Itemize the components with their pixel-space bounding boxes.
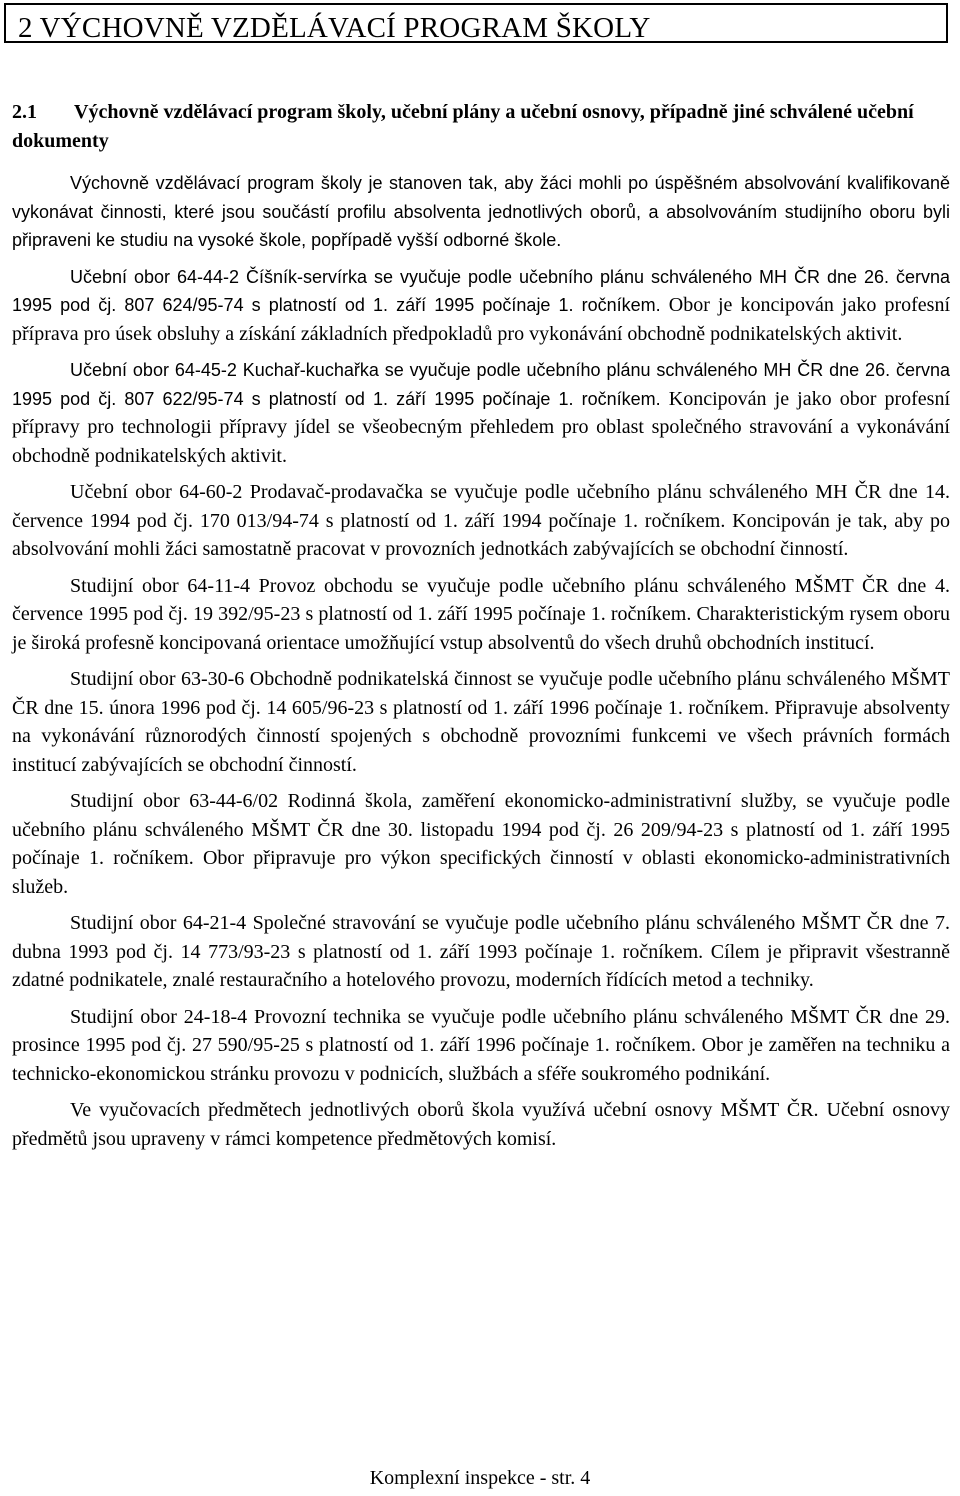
paragraph-cisnik-lead: Učební obor 64-44-2 Číšník-servírka se vyučuje podle učebního plánu schváleného MH ČR dne 26. června 1995 pod čj. 807 624/95-74 s platností od 1. září 1995 počínaje 1. ročníkem. (12, 266, 950, 315)
paragraph-obchodne-podnikatelska: Studijní obor 63-30-6 Obchodně podnikatelská činnost se vyučuje podle učebního plánu schváleného MŠMT ČR dne 15. února 1996 pod čj. 14 605/96-23 s platností od 1. září 1996 počínaje 1. ročníkem. Připravuje absolventy na vykonávání různorodých činností spojených s obchodně provozními funkcemi ve všech právních formách institucí zabývajících se obchodní činností. (12, 668, 950, 776)
paragraph-rodinna-skola: Studijní obor 63-44-6/02 Rodinná škola, zaměření ekonomicko-administrativní služby, se vyučuje podle učebního plánu schváleného MŠMT ČR dne 30. listopadu 1994 pod čj. 26 209/94-23 s platností od 1. září 1995 počínaje 1. ročníkem. Obor připravuje pro výkon specifických činností v oblasti ekonomicko-administrativních služeb. (12, 790, 950, 898)
chapter-heading-box (4, 3, 948, 43)
paragraph-kuchar-rest: Koncipován je jako obor profesní přípravy pro technologii přípravy jídel se všeobecným přehledem pro oblast společného stravování a vykonávání obchodně podnikatelských aktivit. (12, 387, 950, 467)
section-number: 2.1 (12, 101, 37, 123)
paragraph-intro: Výchovně vzdělávací program školy je stanoven tak, aby žáci mohli po úspěšném absolvování kvalifikovaně vykonávat činnosti, které jsou součástí profilu absolventa jednotlivých oborů, a absolvováním studijního oboru byli připraveni ke studiu na vysoké škole, popřípadě vyšší odborné škole. (12, 173, 950, 250)
paragraph-kuchar (12, 356, 950, 470)
paragraph-spolecne-stravovani: Studijní obor 64-21-4 Společné stravování se vyučuje podle učebního plánu schváleného MŠMT ČR dne 7. dubna 1993 pod čj. 14 773/93-23 s platností od 1. září 1993 počínaje 1. ročníkem. Cílem je připravit všestranně zdatné podnikatele, znalé restauračního a hotelového provozu, moderních řídících metod a techniky. (12, 912, 950, 991)
paragraph-cisnik (12, 263, 950, 349)
chapter-title: 2 VÝCHOVNĚ VZDĚLÁVACÍ PROGRAM ŠKOLY (18, 12, 651, 44)
paragraph-prodavac: Učební obor 64-60-2 Prodavač-prodavačka se vyučuje podle učebního plánu schváleného MH ČR dne 14. července 1994 pod čj. 170 013/94-74 s platností od 1. září 1994 počínaje 1. ročníkem. Koncipován je tak, aby po absolvování mohli žáci samostatně pracovat v provozních jednotkách zabývajících se obchodní činností. (12, 481, 950, 560)
paragraph-provozni-technika: Studijní obor 24-18-4 Provozní technika se vyučuje podle učebního plánu schváleného MŠMT ČR dne 29. prosince 1995 pod čj. 27 590/95-25 s platností od 1. září 1996 počínaje 1. ročníkem. Obor je zaměřen na techniku a technicko-ekonomickou stránku provozu v podnicích, službách a sféře soukromého podnikání. (12, 1005, 950, 1085)
paragraph-provoz-obchodu: Studijní obor 64-11-4 Provoz obchodu se vyučuje podle učebního plánu schváleného MŠMT ČR dne 4. července 1995 pod čj. 19 392/95-23 s platností od 1. září 1995 počínaje 1. ročníkem. Charakteristickým rysem oboru je široká profesně koncipovaná orientace umožňující vstup absolventů do všech druhů obchodních institucí. (12, 574, 950, 654)
paragraph-kuchar-lead: Učební obor 64-45-2 Kuchař-kuchařka se vyučuje podle učebního plánu schváleného MH ČR dne 26. června 1995 pod čj. 807 622/95-74 s platností od 1. září 1995 počínaje 1. ročníkem. (12, 360, 950, 409)
section-heading (12, 98, 950, 156)
section-title: Výchovně vzdělávací program školy, učební plány a učební osnovy, případně jiné schválené učební dokumenty (12, 101, 914, 152)
paragraph-cisnik-rest: Obor je koncipován jako profesní příprava pro úsek obsluhy a získání základních předpokladů pro vykonávání obchodně podnikatelských aktivit. (12, 294, 950, 345)
paragraph-osnovy: Ve vyučovacích předmětech jednotlivých oborů škola využívá učební osnovy MŠMT ČR. Učební osnovy předmětů jsou upraveny v rámci kompetence předmětových komisí. (12, 1099, 950, 1150)
document-body (12, 169, 950, 1153)
page-footer: Komplexní inspekce - str. 4 (369, 1467, 591, 1489)
